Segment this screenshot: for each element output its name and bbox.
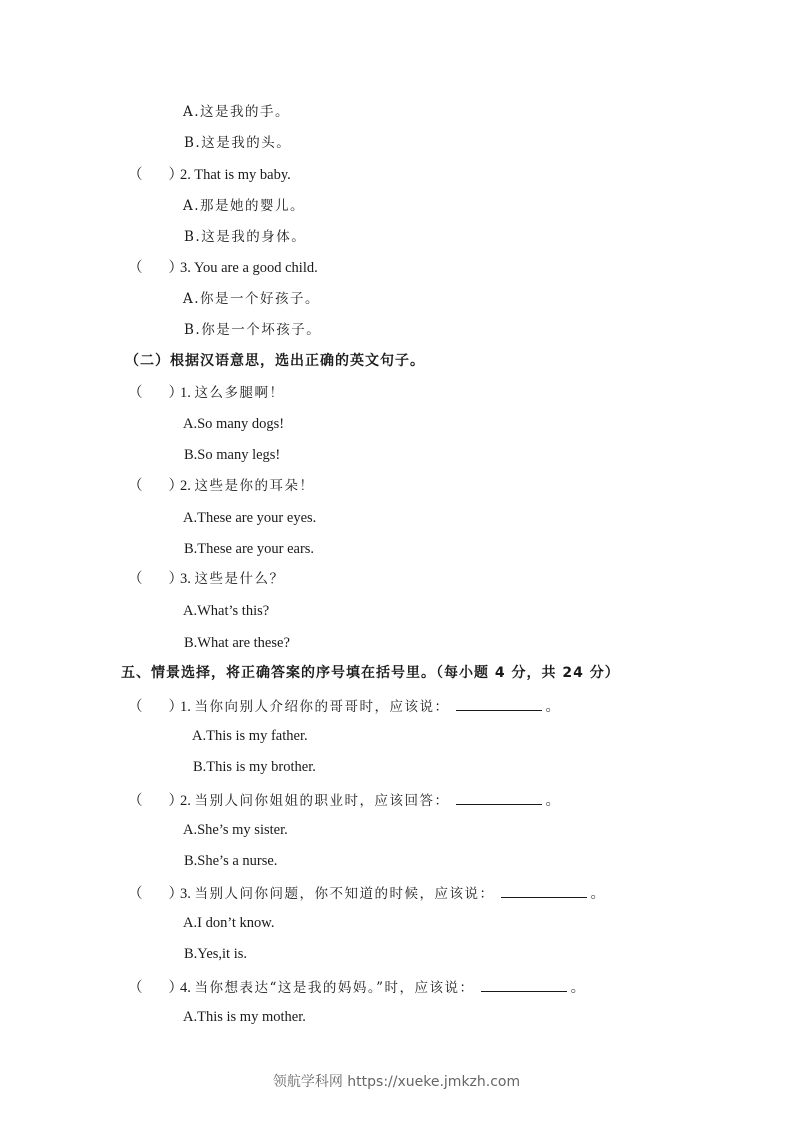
answer-blank[interactable] bbox=[501, 883, 587, 898]
question-number: 2. bbox=[180, 478, 191, 494]
option-b: B.This is my brother. bbox=[193, 759, 316, 775]
question-2-2 bbox=[128, 477, 315, 495]
answer-blank[interactable] bbox=[481, 977, 567, 992]
option-a: A.I don’t know. bbox=[183, 915, 275, 931]
question-2-3 bbox=[128, 570, 285, 588]
option-b: B.What are these? bbox=[184, 635, 290, 651]
answer-bracket[interactable]: （ ） bbox=[128, 980, 183, 996]
option-label: A. bbox=[183, 104, 201, 120]
question-text: You are a good child. bbox=[193, 260, 318, 276]
option-b: B.你是一个坏孩子。 bbox=[184, 322, 322, 338]
question-number: 1. bbox=[180, 699, 191, 715]
option-b bbox=[184, 134, 291, 152]
question-number: 2. bbox=[180, 793, 191, 809]
answer-bracket[interactable]: （ ） bbox=[128, 571, 183, 587]
answer-bracket[interactable]: （ ） bbox=[128, 793, 183, 809]
option-a: A.This is my mother. bbox=[183, 1009, 306, 1025]
footer-watermark: 领航学科网 https://xueke.jmkzh.com bbox=[272, 1074, 521, 1090]
question-5-1: （ ）1. 当你向别人介绍你的哥哥时，应该说： 。 bbox=[128, 696, 560, 716]
question-number: 3. bbox=[180, 260, 191, 276]
option-b: B.Yes,it is. bbox=[184, 946, 247, 962]
option-a: A.These are your eyes. bbox=[183, 510, 317, 526]
question-text: 这些是你的耳朵！ bbox=[194, 478, 315, 494]
question-5-4: （ ）4. 当你想表达“这是我的妈妈。”时，应该说： 。 bbox=[128, 977, 585, 997]
question-text: 当别人问你姐姐的职业时，应该回答： bbox=[194, 793, 450, 809]
question-2-1 bbox=[128, 384, 285, 402]
answer-blank[interactable] bbox=[456, 790, 542, 805]
question-text: That is my baby. bbox=[194, 167, 291, 183]
option-b: B.这是我的身体。 bbox=[184, 229, 307, 245]
option-a: A.She’s my sister. bbox=[183, 822, 288, 838]
option-text: 这是我的头。 bbox=[201, 135, 292, 151]
question-number: 3. bbox=[180, 886, 191, 902]
answer-bracket[interactable]: （ ） bbox=[128, 260, 183, 276]
option-b: B.These are your ears. bbox=[184, 541, 315, 557]
question-5-2: （ ）2. 当别人问你姐姐的职业时，应该回答： 。 bbox=[128, 790, 560, 810]
answer-bracket[interactable]: （ ） bbox=[128, 385, 183, 401]
answer-bracket[interactable]: （ ） bbox=[128, 478, 183, 494]
option-a: A.那是她的婴儿。 bbox=[183, 198, 306, 214]
option-a: A.This is my father. bbox=[192, 728, 308, 744]
question-text: 这么多腿啊！ bbox=[194, 385, 285, 401]
option-label: B. bbox=[184, 135, 202, 151]
question-number: 2. bbox=[180, 167, 191, 183]
question-text: 当你向别人介绍你的哥哥时，应该说： bbox=[194, 699, 450, 715]
question-text: 当你想表达“这是我的妈妈。”时，应该说： bbox=[194, 980, 475, 996]
question-text: 当别人问你问题，你不知道的时候，应该说： bbox=[194, 886, 495, 902]
option-a: A.What’s this? bbox=[183, 603, 270, 619]
option-a: A.你是一个好孩子。 bbox=[183, 291, 321, 307]
answer-bracket[interactable]: （ ） bbox=[128, 167, 183, 183]
question-prev-2 bbox=[128, 166, 291, 184]
answer-bracket[interactable]: （ ） bbox=[128, 699, 183, 715]
option-a bbox=[183, 103, 290, 121]
section-heading: （二）根据汉语意思，选出正确的英文句子。 bbox=[125, 353, 425, 369]
option-text: 这是我的手。 bbox=[200, 104, 291, 120]
question-prev-3 bbox=[128, 259, 318, 277]
answer-blank[interactable] bbox=[456, 696, 542, 711]
answer-bracket[interactable]: （ ） bbox=[128, 886, 183, 902]
question-5-3: （ ）3. 当别人问你问题，你不知道的时候，应该说： 。 bbox=[128, 883, 605, 903]
question-text: 这些是什么？ bbox=[194, 571, 285, 587]
question-number: 3. bbox=[180, 571, 191, 587]
section-heading: 五、情景选择，将正确答案的序号填在括号里。（每小题 4 分，共 24 分） bbox=[121, 665, 620, 681]
option-b: B.She’s a nurse. bbox=[184, 853, 278, 869]
option-a: A.So many dogs! bbox=[183, 416, 285, 432]
option-b: B.So many legs! bbox=[184, 447, 281, 463]
question-number: 1. bbox=[180, 385, 191, 401]
question-number: 4. bbox=[180, 980, 191, 996]
